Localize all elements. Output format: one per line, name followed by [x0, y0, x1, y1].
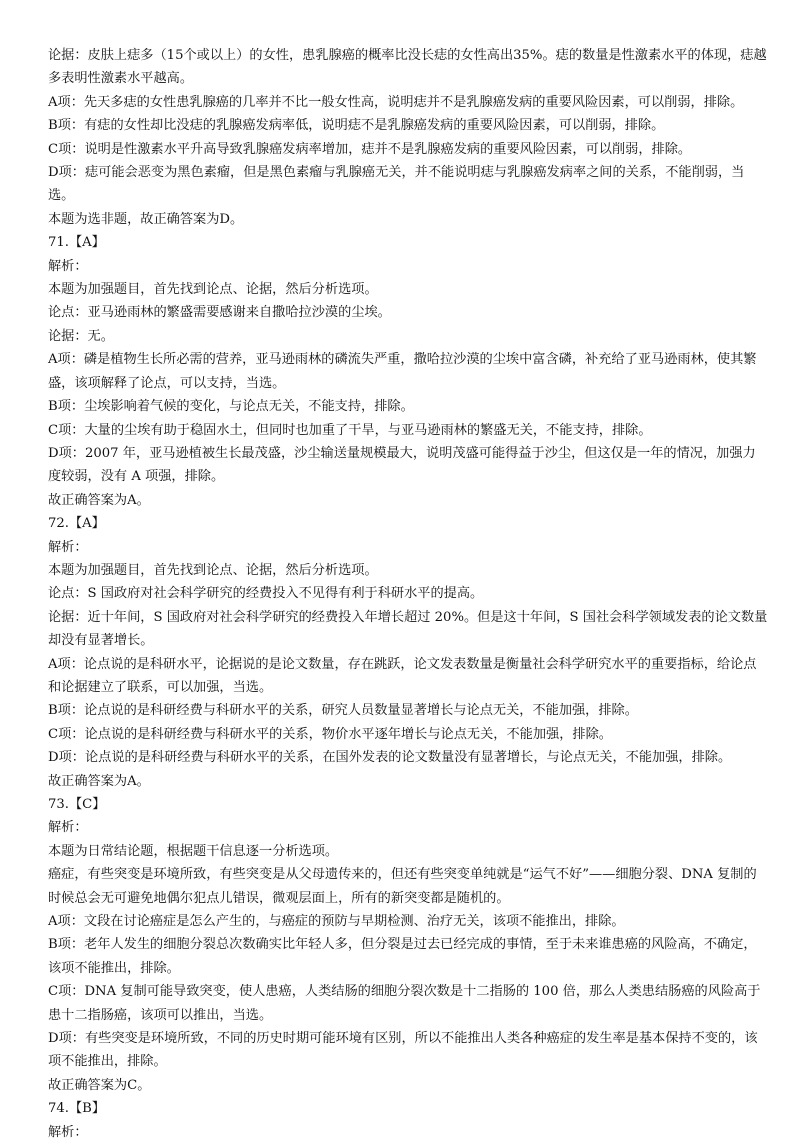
answer-line: 故正确答案为A。	[48, 492, 150, 508]
question-number: 71.【A】	[48, 235, 105, 251]
paragraph: A项：先天多痣的女性患乳腺癌的几率并不比一般女性高，说明痣并不是乳腺癌发病的重要风险因素，可以削弱，排除。	[48, 94, 744, 110]
question-number: 72.【A】	[48, 516, 105, 532]
paragraph: A项：文段在讨论癌症是怎么产生的，与癌症的预防与早期检测、治疗无关，该项不能推出，排除。	[48, 914, 625, 930]
analysis-label: 解析：	[48, 258, 88, 274]
paragraph: 论据：近十年间，S 国政府对社会科学研究的经费投入年增长超过 20%。但是这十年间，S 国社会科学领域发表的论文数量却没有显著增长。	[48, 609, 768, 649]
paragraph: C项：论点说的是科研经费与科研水平的关系，物价水平逐年增长与论点无关，不能加强，排除。	[48, 726, 612, 742]
paragraph: 本题为日常结论题，根据题干信息逐一分析选项。	[48, 843, 339, 859]
answer-line: 故正确答案为C。	[48, 1077, 151, 1093]
paragraph: 本题为加强题目，首先找到论点、论据，然后分析选项。	[48, 282, 378, 298]
paragraph: C项：大量的尘埃有助于稳固水土，但同时也加重了干旱，与亚马逊雨林的繁盛无关，不能支持，排除。	[48, 422, 652, 438]
question-number: 74.【B】	[48, 1101, 106, 1117]
paragraph: 论据：皮肤上痣多（15个或以上）的女性，患乳腺癌的概率比没长痣的女性高出35%。痣的数量是性激素水平的体现，痣越多表明性激素水平越高。	[48, 48, 767, 87]
analysis-label: 解析：	[48, 1124, 88, 1140]
paragraph: D项：痣可能会恶变为黑色素瘤，但是黑色素瘤与乳腺癌无关，并不能说明痣与乳腺癌发病率之间的关系，不能削弱，当选。	[48, 165, 745, 204]
paragraph: A项：论点说的是科研水平，论据说的是论文数量，存在跳跃，论文发表数量是衡量社会科学研究水平的重要指标，给论点和论据建立了联系，可以加强，当选。	[48, 656, 757, 695]
document-body	[48, 44, 768, 1144]
paragraph: D项：有些突变是环境所致，不同的历史时期可能环境有区别，所以不能推出人类各种癌症的发生率是基本保持不变的，该项不能推出，排除。	[48, 1031, 758, 1070]
paragraph: 论据：无。	[48, 328, 114, 344]
paragraph: B项：尘埃影响着气候的变化，与论点无关，不能支持，排除。	[48, 399, 414, 415]
paragraph: C项：说明是性激素水平升高导致乳腺癌发病率增加，痣并不是乳腺癌发病的重要风险因素，可以削弱，排除。	[48, 141, 692, 157]
paragraph: D项：2007 年，亚马逊植被生长最茂盛，沙尘输送量规模最大，说明茂盛可能得益于沙尘，但这仅是一年的情况，加强力度较弱，没有 A 项强，排除。	[48, 445, 756, 485]
analysis-label: 解析：	[48, 539, 88, 555]
answer-line: 故正确答案为A。	[48, 773, 150, 789]
paragraph: 论点：亚马逊雨林的繁盛需要感谢来自撒哈拉沙漠的尘埃。	[48, 305, 391, 321]
analysis-label: 解析：	[48, 820, 88, 836]
paragraph: 本题为加强题目，首先找到论点、论据，然后分析选项。	[48, 562, 378, 578]
paragraph: B项：论点说的是科研经费与科研水平的关系，研究人员数量显著增长与论点无关，不能加强，排除。	[48, 703, 638, 719]
question-number: 73.【C】	[48, 797, 106, 812]
paragraph: B项：有痣的女性却比没痣的乳腺癌发病率低，说明痣不是乳腺癌发病的重要风险因素，可以削弱，排除。	[48, 118, 665, 134]
answer-line: 本题为选非题，故正确答案为D。	[48, 211, 244, 227]
paragraph: 癌症，有些突变是环境所致，有些突变是从父母遗传来的，但还有些突变单纯就是“运气不好”——细胞分裂、DNA 复制的时候总会无可避免地偶尔犯点儿错误，微观层面上，所有的新突变都是随机的。	[48, 867, 757, 906]
paragraph: C项：DNA 复制可能导致突变，使人患癌，人类结肠的细胞分裂次数是十二指肠的 100 倍，那么人类患结肠癌的风险高于患十二指肠癌，该项可以推出，当选。	[48, 984, 761, 1023]
paragraph: 论点：S 国政府对社会科学研究的经费投入不见得有利于科研水平的提高。	[48, 586, 484, 602]
paragraph: B项：老年人发生的细胞分裂总次数确实比年轻人多，但分裂是过去已经完成的事情，至于未来谁患癌的风险高，不确定，该项不能推出，排除。	[48, 937, 757, 976]
paragraph: A项：磷是植物生长所必需的营养，亚马逊雨林的磷流失严重，撒哈拉沙漠的尘埃中富含磷，补充给了亚马逊雨林，使其繁盛，该项解释了论点，可以支持，当选。	[48, 352, 757, 391]
paragraph: D项：论点说的是科研经费与科研水平的关系，在国外发表的论文数量没有显著增长，与论点无关，不能加强，排除。	[48, 750, 732, 766]
